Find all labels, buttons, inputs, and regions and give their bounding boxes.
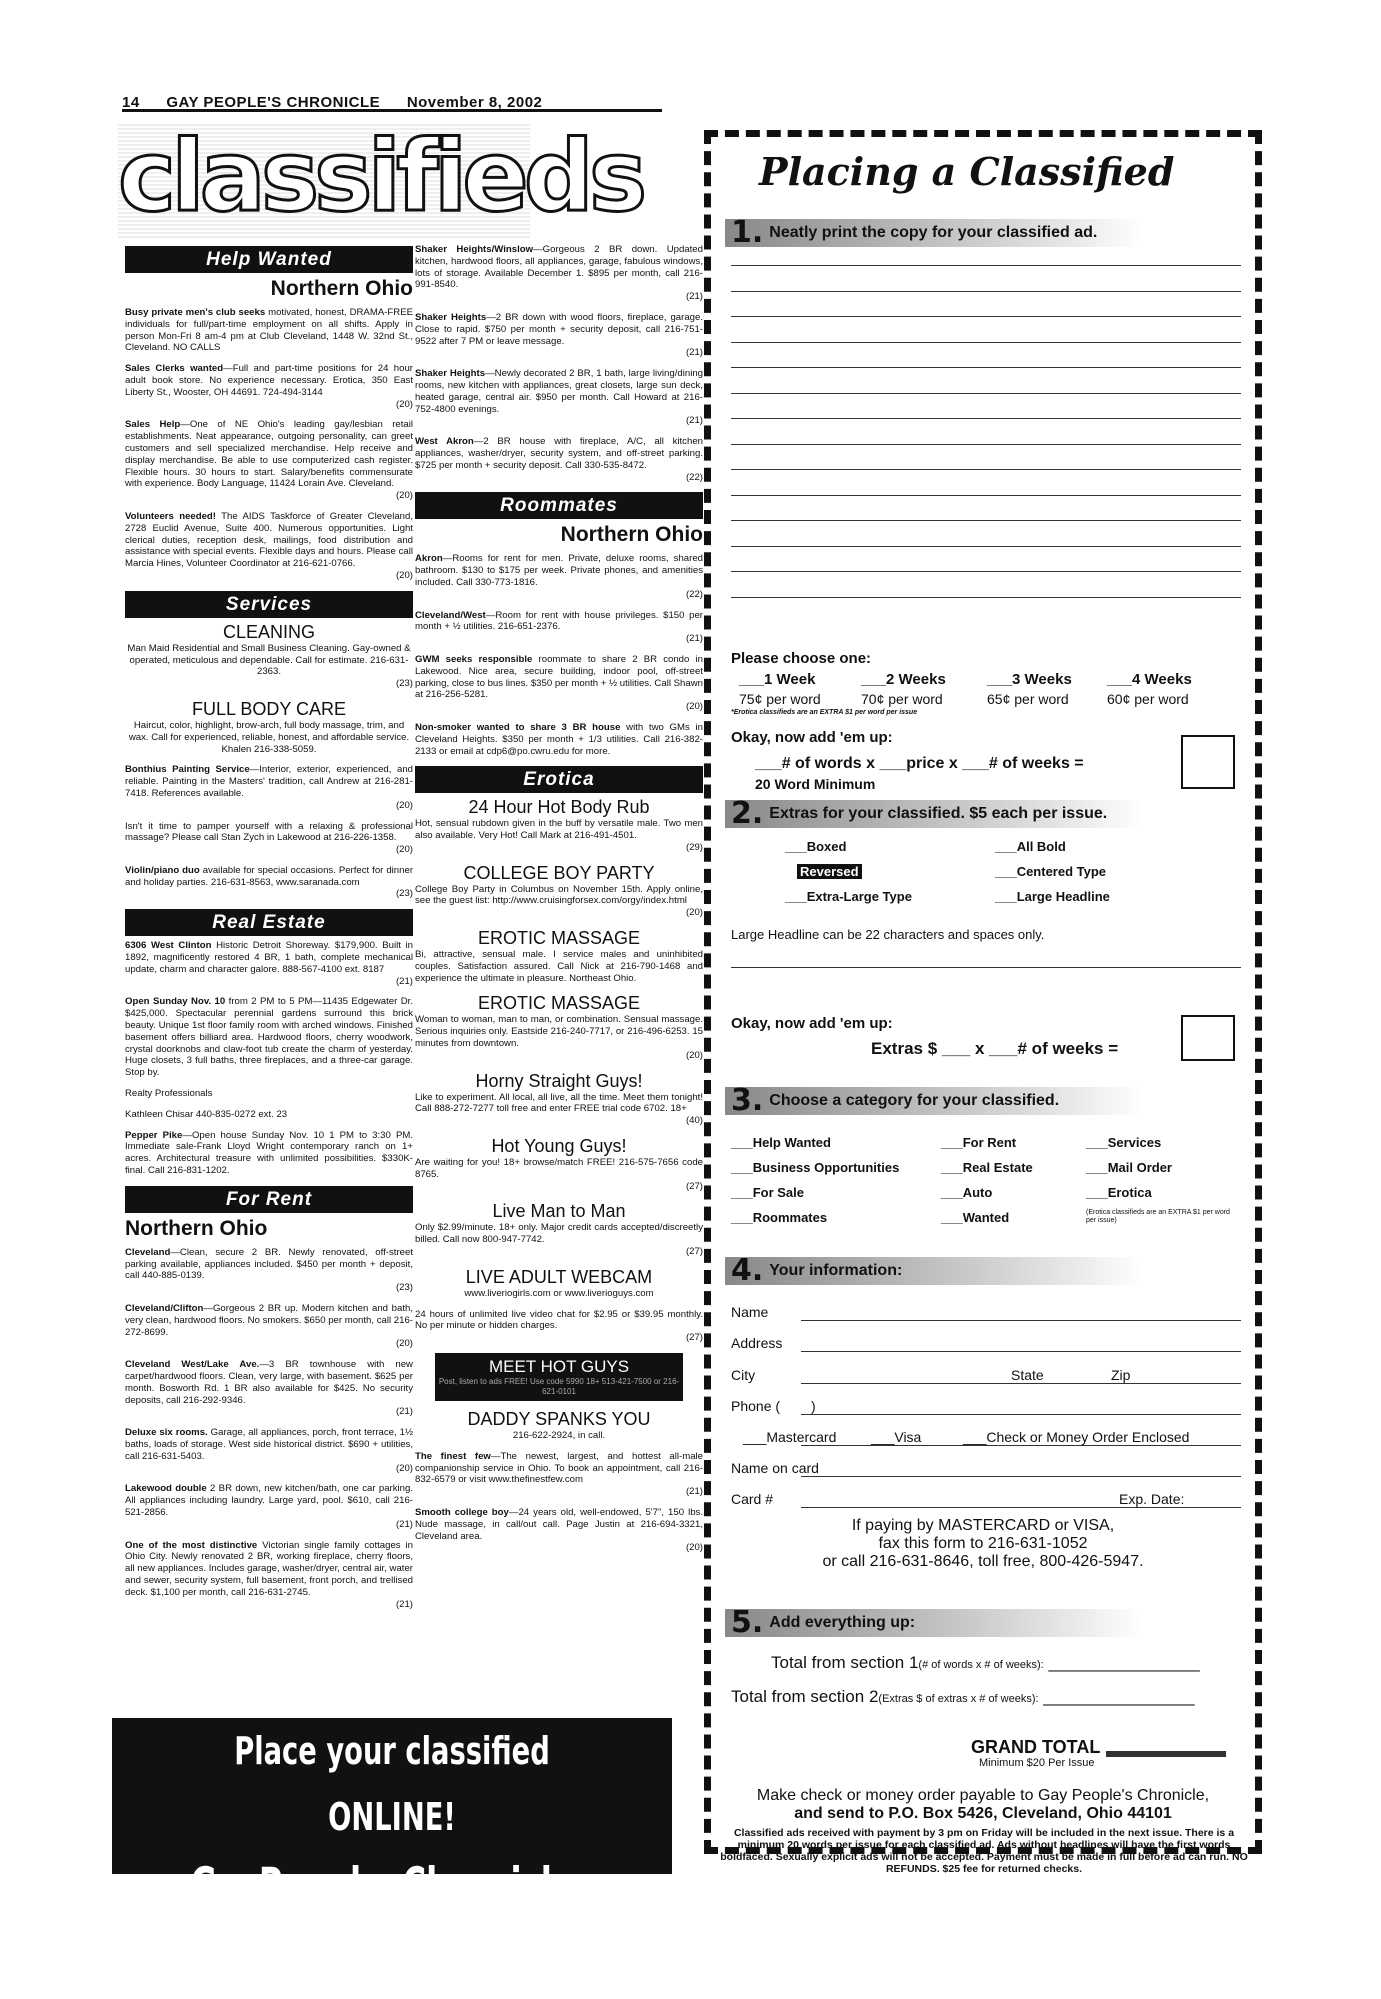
category-option[interactable]: ___Services bbox=[1086, 1135, 1162, 1150]
okay-label-1: Okay, now add 'em up: bbox=[731, 729, 893, 746]
extra-option[interactable]: ___Centered Type bbox=[995, 864, 1107, 879]
list-item: Haircut, color, highlight, brow-arch, full body massage, trim, and wax. Call for experienced, reliable, honest, and affordable service. Khalen 216-338-5059. bbox=[128, 719, 410, 755]
field-label: Name on card bbox=[731, 1460, 819, 1476]
section-for-rent: For Rent bbox=[125, 1186, 413, 1213]
list-item: Shaker Heights—Newly decorated 2 BR, 1 bath, large living/dining rooms, new kitchen with appliances, great closets, large sun deck, heated garage, central air. $950 per month. Call Howard at 216-752-4800 evenings. (21) bbox=[415, 368, 703, 427]
list-item: Cleveland/West—Room for rent with house privileges. $150 per month + ½ utilities. 216-651-2376. (21) bbox=[415, 609, 703, 645]
list-item: Open Sunday Nov. 10 from 2 PM to 5 PM—11435 Edgewater Dr. $425,000. Spectacular perennial gardens surround this brick beauty. Unique 1st floor family room with arched windows. Finished basement offers billiard area. Hardwood floors, cherry woodwork, crystal doorknobs and claw-foot tub create the charm of yesterday. Huge closets, 3 full baths, three fireplaces, and a three-car garage. Stop by. bbox=[125, 996, 413, 1079]
ad-headline: FULL BODY CARE bbox=[191, 698, 347, 719]
list-item: Non-smoker wanted to share 3 BR house with two GMs in Cleveland Heights. $350 per month + 1/3 utilities. Call 216-382-2133 or email at cdp6@po.cwru.edu for more. bbox=[415, 721, 703, 757]
field-label: State bbox=[1011, 1367, 1044, 1383]
step-1-heading: 1. Neatly print the copy for your classified ad. bbox=[725, 219, 1145, 247]
help-wanted-list bbox=[125, 307, 413, 582]
grand-total-label: GRAND TOTAL bbox=[971, 1737, 1101, 1757]
check-instructions: Make check or money order payable to Gay People's Chronicle, and send to P.O. Box 5426, Cleveland, Ohio 44101 bbox=[756, 1787, 1210, 1822]
list-item: Cleveland West/Lake Ave.—3 BR townhouse with new carpet/hardwood floors. Clean, very large, with basement. $625 per month. Bosworth Rd. 1 BR also available for $425. No security deposits, call 216-292-9346. (21) bbox=[125, 1359, 413, 1418]
ad-headline: Live Man to Man bbox=[492, 1201, 626, 1222]
classifieds-masthead: classifieds bbox=[118, 122, 530, 240]
fine-print: Classified ads received with payment by 3 pm on Friday will be included in the next issue. There is a minimum 20 words per issue for each classified ad. Ads without headlines will have the first words boldfaced. Sexually explicit ads will not be accepted. Payment must be made in full before ad can run. NO REFUNDS. $25 fee for returned checks. bbox=[720, 1827, 1248, 1875]
list-item: Realty Professionals bbox=[125, 1088, 213, 1100]
extra-option[interactable]: ___All Bold bbox=[995, 839, 1066, 854]
field-label: ___Check or Money Order Enclosed bbox=[963, 1429, 1190, 1445]
ad-headline: LIVE ADULT WEBCAM bbox=[465, 1266, 653, 1287]
category-option[interactable]: ___Help Wanted bbox=[731, 1135, 831, 1150]
total-section-2: Total from section 2(Extras $ of extras x # of weeks): ________________ bbox=[731, 1687, 1195, 1706]
paper-name: GAY PEOPLE'S CHRONICLE bbox=[166, 94, 381, 111]
erotica-list bbox=[415, 1451, 703, 1554]
category-option[interactable]: ___For Rent bbox=[941, 1135, 1017, 1150]
price-label: 65¢ per word bbox=[987, 691, 1069, 707]
ad-headline: EROTIC MASSAGE bbox=[477, 928, 641, 949]
step-2-heading: 2. Extras for your classified. $5 each per issue. bbox=[725, 800, 1145, 828]
list-item: Man Maid Residential and Small Business Cleaning. Gay-owned & operated, meticulous and dependable. Call for estimate. 216-631-2363. (23) bbox=[127, 642, 413, 690]
ad-headline: 24 Hour Hot Body Rub bbox=[468, 797, 650, 818]
copy-line[interactable] bbox=[731, 520, 1241, 521]
order-form bbox=[704, 130, 1262, 1875]
total-box-2[interactable] bbox=[1181, 1015, 1235, 1061]
online-url: GayPeoplesChronicle.com bbox=[190, 1857, 662, 1915]
copy-line[interactable] bbox=[731, 291, 1241, 292]
price-label: 75¢ per word bbox=[739, 691, 821, 707]
ad-headline: CLEANING bbox=[222, 621, 316, 642]
issue-date: November 8, 2002 bbox=[406, 94, 543, 111]
list-item: Sales Help—One of NE Ohio's leading gay/lesbian retail establishments. Neat appearance, outgoing personality, can greet customers and sell specialized merchandise. Help receive and display merchandise. Be able to use computerized cash register. Flexible hours. 30 hours to start. Salary/benefits commensurate with experience. Body Language, 11424 Lorain Ave. Cleveland. (20) bbox=[125, 419, 413, 502]
weeks-option[interactable]: ___1 Week bbox=[739, 671, 816, 688]
online-banner bbox=[112, 1718, 672, 1915]
weeks-option[interactable]: ___4 Weeks bbox=[1107, 671, 1192, 688]
list-item: Kathleen Chisar 440-835-0272 ext. 23 bbox=[125, 1108, 288, 1120]
weeks-option[interactable]: ___3 Weeks bbox=[987, 671, 1072, 688]
column-1 bbox=[125, 244, 413, 1619]
copy-line[interactable] bbox=[731, 393, 1241, 394]
region-heading: Northern Ohio bbox=[270, 277, 413, 300]
minimum-note: 20 Word Minimum bbox=[755, 776, 876, 792]
list-item: Bonthius Painting Service—Interior, exterior, experienced, and reliable. Painting in the Masters' tradition, call Andrew at 216-281-7418. References available. (20) bbox=[125, 764, 413, 811]
headline-line[interactable] bbox=[731, 967, 1241, 968]
region-heading: Northern Ohio bbox=[560, 523, 703, 547]
roommates-list bbox=[415, 553, 703, 757]
field-label: Address bbox=[731, 1335, 783, 1351]
list-item: Like to experiment. All local, all live, all the time. Meet them tonight! Call 888-272-7277 toll free and enter FREE trial code 6702. 18+ (40) bbox=[415, 1091, 703, 1127]
list-item: Cleveland/Clifton—Gorgeous 2 BR up. Modern kitchen and bath, very clean, hardwood floors. No smokers. $650 per month, call 216-272-8699. (20) bbox=[125, 1303, 413, 1350]
list-item: Bi, attractive, sensual male. I service males and uninhibited couples. Satisfaction assured. Call Nick at 216-790-1468 and experience the ultimate in pleasure. Northeast Ohio. bbox=[415, 949, 703, 984]
list-item: GWM seeks responsible roommate to share 2 BR condo in Lakewood. Nice area, secure building, indoor pool, off-street parking, close to bus lines. $350 per month + ½ utilities. Call Shawn at 216-256-5281. (20) bbox=[415, 653, 703, 713]
list-item: Cleveland—Clean, secure 2 BR. Newly renovated, off-street parking available, appliances included. $450 per month + deposit, call 440-885-0139. (23) bbox=[125, 1246, 413, 1294]
list-item: Busy private men's club seeks motivated, honest, DRAMA-FREE individuals for full/part-time employment on all shifts. Apply in person Mon-Fri 8 am-4 pm at Club Cleveland, 1448 W. 32nd St., Cleveland. NO CALLS bbox=[125, 307, 414, 354]
step-3-heading: 3. Choose a category for your classified. bbox=[725, 1087, 1145, 1115]
list-item: Shaker Heights/Winslow—Gorgeous 2 BR down. Updated kitchen, hardwood floors, all appliances, garage, fabulous windows, lots of storage. Available December 1. $895 per month, call 216-991-8540. (21) bbox=[415, 244, 703, 303]
category-option[interactable]: ___Erotica bbox=[1086, 1185, 1152, 1200]
ad-headline: Hot Young Guys! bbox=[491, 1136, 627, 1157]
input-line[interactable] bbox=[801, 1414, 1241, 1415]
copy-line[interactable] bbox=[731, 342, 1241, 343]
category-option[interactable]: ___Real Estate bbox=[941, 1160, 1033, 1175]
copy-line[interactable] bbox=[731, 571, 1241, 572]
section-erotica: Erotica bbox=[415, 766, 703, 793]
extra-option[interactable]: ___Extra-Large Type bbox=[785, 889, 912, 904]
erotica-note: *Erotica classifieds are an EXTRA $1 per word per issue bbox=[731, 709, 918, 716]
section-roommates: Roommates bbox=[415, 492, 703, 519]
section-help-wanted: Help Wanted bbox=[125, 246, 413, 273]
input-line[interactable] bbox=[801, 1320, 1241, 1321]
list-item: One of the most distinctive Victorian single family cottages in Ohio City. Newly renovated 2 BR, working fireplace, cherry floors, all new appliances. Includes garage, washer/dryer, central air, water and sewer, security system, full basement, front porch, and trellised deck. $1,100 per month, call 216-631-2745. (21) bbox=[125, 1539, 413, 1610]
choose-label: Please choose one: bbox=[731, 650, 872, 667]
field-label: ) bbox=[811, 1398, 816, 1414]
field-label: ___Visa bbox=[871, 1429, 922, 1445]
region-heading: Northern Ohio bbox=[125, 1216, 268, 1240]
copy-line[interactable] bbox=[731, 444, 1241, 445]
list-item: Smooth college boy—24 years old, well-endowed, 5'7", 150 lbs. Nude massage, in call/out call. Page Justin at 216-694-3321, Cleveland area. (20) bbox=[415, 1507, 703, 1554]
list-item: Are waiting for you! 18+ browse/match FREE! 216-575-7656 code 8765. (27) bbox=[415, 1157, 703, 1192]
ad-headline: DADDY SPANKS YOU bbox=[467, 1409, 651, 1430]
extra-option[interactable]: ___Boxed bbox=[785, 839, 847, 854]
copy-line[interactable] bbox=[731, 597, 1241, 598]
list-item: 24 hours of unlimited live video chat for $2.95 or $39.95 monthly. No per minute or hidden charges. (27) bbox=[415, 1308, 703, 1344]
list-item: www.liveriogirls.com or www.liverioguys.com bbox=[464, 1287, 654, 1299]
grand-total-minimum: Minimum $20 Per Issue bbox=[979, 1757, 1095, 1769]
ad-headline: EROTIC MASSAGE bbox=[477, 993, 641, 1014]
price-label: 60¢ per word bbox=[1107, 691, 1189, 707]
list-item: College Boy Party in Columbus on November 15th. Apply online, see the guest list: http://www.cruisingforsex.com/orgy/index.html (20) bbox=[415, 883, 703, 919]
services-list bbox=[125, 764, 413, 900]
real-estate-list bbox=[125, 940, 413, 1177]
copy-line[interactable] bbox=[731, 418, 1241, 419]
input-line[interactable] bbox=[801, 1476, 1241, 1477]
list-item: Violin/piano duo available for special occasions. Perfect for dinner and holiday parties. 216-631-8563, www.saranada.com (23) bbox=[125, 864, 414, 900]
column-2 bbox=[415, 244, 703, 1563]
category-option[interactable]: ___Mail Order bbox=[1086, 1160, 1172, 1175]
step-4-heading: 4. Your information: bbox=[725, 1257, 1145, 1285]
field-label: Zip bbox=[1111, 1367, 1131, 1383]
calc-line-2: Extras $ ___ x ___# of weeks = bbox=[871, 1039, 1119, 1058]
input-line[interactable] bbox=[801, 1507, 1241, 1508]
list-item: The finest few—The newest, largest, and hottest all-male companionship service in Ohio. To book an appointment, call 216-832-6579 or visit www.thefinestfew.com (21) bbox=[415, 1450, 703, 1498]
copy-line[interactable] bbox=[731, 546, 1241, 547]
category-option[interactable]: ___Wanted bbox=[941, 1210, 1010, 1225]
list-item: Hot, sensual rubdown given in the buff by versatile male. Two men also available. Very Hot! Call Mark at 216-491-4501. (29) bbox=[415, 818, 703, 853]
list-item: West Akron—2 BR house with fireplace, A/C, all kitchen appliances, washer/dryer, security system, and off-street parking. $725 per month + security deposit. Call 330-535-8472. (22) bbox=[415, 436, 703, 483]
category-option[interactable]: ___Auto bbox=[941, 1185, 993, 1200]
list-item: Shaker Heights—2 BR down with wood floors, fireplace, garage. Close to rapid. $750 per month + security deposit, call 216-751-9522 after 7 PM or leave message. (21) bbox=[415, 311, 703, 359]
headline-note: Large Headline can be 22 characters and spaces only. bbox=[731, 927, 1045, 942]
extra-option[interactable]: Reversed bbox=[797, 864, 862, 879]
field-label: City bbox=[731, 1367, 756, 1383]
field-label: Exp. Date: bbox=[1119, 1491, 1185, 1507]
okay-label-2: Okay, now add 'em up: bbox=[731, 1015, 893, 1032]
weeks-option[interactable]: ___2 Weeks bbox=[861, 671, 946, 688]
list-item: Deluxe six rooms. Garage, all appliances, porch, front terrace, 1½ baths, loads of storage. West side historical district. $690 + utilities, call 216-631-5403. (20) bbox=[125, 1427, 413, 1474]
copy-line[interactable] bbox=[731, 495, 1241, 496]
for-rent-list bbox=[125, 1247, 413, 1611]
for-rent-list-continued bbox=[415, 244, 703, 483]
total-section-1: Total from section 1(# of words x # of weeks): ________________ bbox=[771, 1653, 1200, 1672]
section-services: Services bbox=[125, 591, 413, 618]
meet-hot-guys-ad: MEET HOT GUYS Post, listen to ads FREE! Use code 5990 18+ 513-421-7500 or 216-621-0101 bbox=[435, 1353, 683, 1401]
field-label: Phone ( bbox=[731, 1398, 781, 1414]
list-item: Volunteers needed! The AIDS Taskforce of Greater Cleveland, 2728 Euclid Avenue, Suite 400. Numerous opportunities. Light clerical duties, reception desk, mailings, food distribution and assistance with special events. Flexible days and hours. Please call Marcia Hines, Volunteer Coordinator at 216-621-0766. (20) bbox=[125, 510, 413, 581]
list-item: 216-622-2924, in call. bbox=[512, 1430, 606, 1442]
step-5-heading: 5. Add everything up: bbox=[725, 1609, 1145, 1637]
erotica-note-2: (Erotica classifieds are an EXTRA $1 per word per issue) bbox=[1086, 1209, 1230, 1224]
extra-option[interactable]: ___Large Headline bbox=[995, 889, 1110, 904]
list-item: Akron—Rooms for rent for men. Private, deluxe rooms, shared bathroom. $130 to $175 per week. Private phones, and amenities included. Call 330-773-1816. (22) bbox=[415, 553, 703, 600]
copy-line[interactable] bbox=[731, 367, 1241, 368]
ad-headline: COLLEGE BOY PARTY bbox=[463, 862, 655, 883]
list-item: Isn't it time to pamper yourself with a relaxing & professional massage? Please call Stan Zych in Lakewood at 216-226-1358. (20) bbox=[125, 820, 413, 856]
input-line[interactable] bbox=[801, 1445, 1241, 1446]
list-item: Only $2.99/minute. 18+ only. Major credit cards accepted/discreetly billed. Call now 800-947-7742. (27) bbox=[415, 1222, 703, 1258]
grand-total-line[interactable] bbox=[1106, 1751, 1226, 1757]
list-item: Sales Clerks wanted—Full and part-time positions for 24 hour adult book store. No experience necessary. Erotica, 350 East Liberty St., Wooster, OH 44691. 724-494-3144 (20) bbox=[125, 363, 413, 410]
input-line[interactable] bbox=[801, 1351, 1241, 1352]
input-line[interactable] bbox=[801, 1383, 1241, 1384]
list-item: 6306 West Clinton Historic Detroit Shoreway. $179,900. Built in 1892, magnificently restored 4 BR, 1 bath, complete mechanical update, charm and character galore. 888-567-4100 ext. 8187 (21) bbox=[125, 940, 413, 987]
list-item: Woman to woman, man to man, or combination. Sensual massage. Serious inquiries only. Eastside 216-240-7717, or 216-496-6253. 15 minutes from downtown. (20) bbox=[415, 1014, 703, 1061]
page-number: 14 bbox=[122, 94, 140, 111]
form-title: Placing a Classified bbox=[759, 149, 1175, 194]
payment-note: If paying by MASTERCARD or VISA, fax this form to 216-631-1052 or call 216-631-8646, toll free, 800-426-5947. bbox=[822, 1517, 1144, 1570]
copy-line[interactable] bbox=[731, 316, 1241, 317]
online-line-1: Place your classified ONLINE! bbox=[234, 1729, 550, 1839]
page-header bbox=[122, 94, 662, 112]
field-label: ___Mastercard bbox=[743, 1429, 837, 1445]
list-item: Lakewood double 2 BR down, new kitchen/bath, one car parking. All appliances including laundry. Large yard, pool. $610, call 216-521-2856. (21) bbox=[125, 1483, 413, 1530]
category-option[interactable]: ___Roommates bbox=[731, 1210, 828, 1225]
category-option[interactable]: ___For Sale bbox=[731, 1185, 804, 1200]
category-option[interactable]: ___Business Opportunities bbox=[731, 1160, 900, 1175]
field-label: Card # bbox=[731, 1491, 774, 1507]
calc-line-1: ___# of words x ___price x ___# of weeks = bbox=[755, 755, 1084, 772]
total-box-1[interactable] bbox=[1181, 735, 1235, 789]
field-label: Name bbox=[731, 1304, 769, 1320]
ad-headline: Horny Straight Guys! bbox=[475, 1070, 643, 1091]
copy-line[interactable] bbox=[731, 265, 1241, 266]
price-label: 70¢ per word bbox=[861, 691, 943, 707]
copy-line[interactable] bbox=[731, 469, 1241, 470]
section-real-estate: Real Estate bbox=[125, 909, 413, 936]
list-item: Pepper Pike—Open house Sunday Nov. 10 1 PM to 3:30 PM. Immediate sale-Frank Lloyd Wright contemporary ranch on 1+ acres. Architectural treasure with unlimited possibilities. $330K-final. Call 216-831-1202. bbox=[125, 1129, 413, 1177]
